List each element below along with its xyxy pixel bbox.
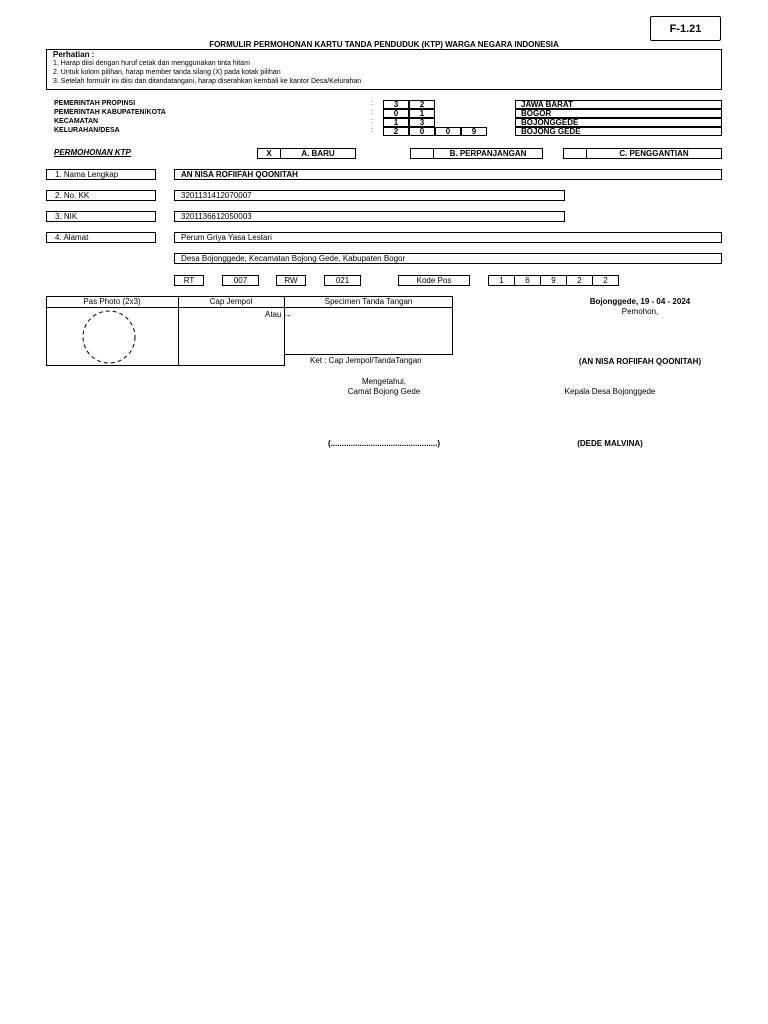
kecamatan-code-digit[interactable]: 1	[383, 118, 409, 127]
nik-label: 3. NIK	[55, 212, 78, 221]
place-date: Bojonggede, 19 - 04 - 2024	[589, 297, 691, 306]
nama-label-box	[46, 169, 156, 180]
form-title: FORMULIR PERMOHONAN KARTU TANDA PENDUDUK (KTP) WARGA NEGARA INDONESIA	[209, 40, 559, 49]
rt-label: RT	[174, 275, 204, 286]
notice-item: 1. Harap diisi dengan huruf cetak dan menggunakan tinta hitam	[53, 60, 250, 67]
option-checkbox-penggantian[interactable]	[563, 148, 587, 159]
nama-input[interactable]: AN NISA ROFIIFAH QOONITAH	[174, 169, 722, 180]
kodepos-digit[interactable]: 1	[488, 275, 515, 286]
colon: :	[371, 109, 373, 116]
notice-item: 3. Setelah formulir ini diisi dan ditandatangani, harap diserahkan kembali ke kantor Desa/Kelurahan	[53, 78, 362, 85]
kk-input[interactable]: 3201131412070007	[174, 190, 565, 201]
kodepos-digit[interactable]: 9	[540, 275, 567, 286]
alamat-label-box	[46, 232, 156, 243]
kelurahan-code-digit[interactable]: 0	[409, 127, 435, 136]
kelurahan-code-digit[interactable]: 0	[435, 127, 461, 136]
face-outline-icon	[80, 309, 138, 365]
option-checkbox-baru[interactable]: X	[257, 148, 281, 159]
option-label-baru[interactable]: A. BARU	[280, 148, 356, 159]
propinsi-label: PEMERINTAH PROPINSI	[54, 100, 136, 107]
propinsi-code-digit[interactable]: 2	[409, 100, 435, 109]
sign-divider	[284, 296, 285, 307]
kk-label-box	[46, 190, 156, 201]
notice-heading: Perhatian :	[53, 50, 95, 59]
pemohon-label: Pemohon,	[621, 307, 659, 316]
kecamatan-code-digit[interactable]: 3	[409, 118, 435, 127]
nama-label: 1. Nama Lengkap	[55, 170, 119, 179]
thumb-divider	[178, 296, 179, 307]
mengetahui-label: Mengetahui,	[361, 377, 407, 386]
thumb-label: Cap Jempol	[209, 297, 253, 306]
nik-input[interactable]: 3201136612050003	[174, 211, 565, 222]
option-checkbox-perpanjangan[interactable]	[410, 148, 434, 159]
alamat-label: 4. Alamat	[55, 233, 89, 242]
notice-box	[46, 49, 722, 90]
kecamatan-label: KECAMATAN	[54, 118, 99, 125]
kabupaten-code-digit[interactable]: 0	[383, 109, 409, 118]
alamat-input-line2[interactable]: Desa Bojonggede, Kecamatan Bojong Gede, Kabupaten Bogor	[174, 253, 722, 264]
atau-arrow-text: Atau →	[265, 310, 292, 319]
kodepos-digit[interactable]: 2	[592, 275, 619, 286]
kelurahan-label: KELURAHAN/DESA	[54, 127, 120, 134]
form-code-box	[650, 16, 721, 41]
kabupaten-name[interactable]: BOGOR	[515, 109, 722, 118]
colon: :	[371, 127, 373, 134]
alamat-input-line1[interactable]: Perum Griya Yasa Lestari	[174, 232, 722, 243]
rt-input[interactable]: 007	[222, 275, 259, 286]
rw-label: RW	[276, 275, 306, 286]
kecamatan-name[interactable]: BOJONGGEDE	[515, 118, 722, 127]
sign-label: Specimen Tanda Tangan	[324, 297, 413, 306]
permohonan-label: PERMOHONAN KTP	[54, 148, 131, 157]
kades-label: Kepala Desa Bojonggede	[564, 387, 656, 396]
kelurahan-name[interactable]: BOJONG GEDE	[515, 127, 722, 136]
kodepos-digit[interactable]: 6	[514, 275, 541, 286]
form-code: F-1.21	[669, 23, 702, 35]
kodepos-label: Kode Pos	[398, 275, 470, 286]
photo-section	[46, 296, 453, 366]
kk-label: 2. No. KK	[55, 191, 90, 200]
kodepos-digit[interactable]: 2	[566, 275, 593, 286]
kabupaten-label: PEMERINTAH KABUPATEN/KOTA	[54, 109, 166, 116]
sign-box[interactable]	[284, 307, 453, 355]
option-label-perpanjangan[interactable]: B. PERPANJANGAN	[433, 148, 543, 159]
propinsi-code-digit[interactable]: 3	[383, 100, 409, 109]
camat-name: (................................................)	[327, 439, 440, 448]
kelurahan-code-digit[interactable]: 2	[383, 127, 409, 136]
applicant-name: (AN NISA ROFIIFAH QOONITAH)	[578, 357, 702, 366]
propinsi-name[interactable]: JAWA BARAT	[515, 100, 722, 109]
kades-name: (DEDE MALVINA)	[577, 439, 643, 448]
colon: :	[371, 100, 373, 107]
ket-text: Ket : Cap Jempol/TandaTangan	[310, 356, 422, 365]
colon: :	[371, 118, 373, 125]
camat-label: Camat Bojong Gede	[347, 387, 421, 396]
notice-item: 2. Untuk kolom pilihan, harap member tanda silang (X) pada kotak pilihan	[53, 69, 281, 76]
kelurahan-code-digit[interactable]: 9	[461, 127, 487, 136]
nik-label-box	[46, 211, 156, 222]
rw-input[interactable]: 021	[324, 275, 361, 286]
option-label-penggantian[interactable]: C. PENGGANTIAN	[586, 148, 722, 159]
kabupaten-code-digit[interactable]: 1	[409, 109, 435, 118]
photo-label: Pas Photo (2x3)	[83, 297, 141, 306]
